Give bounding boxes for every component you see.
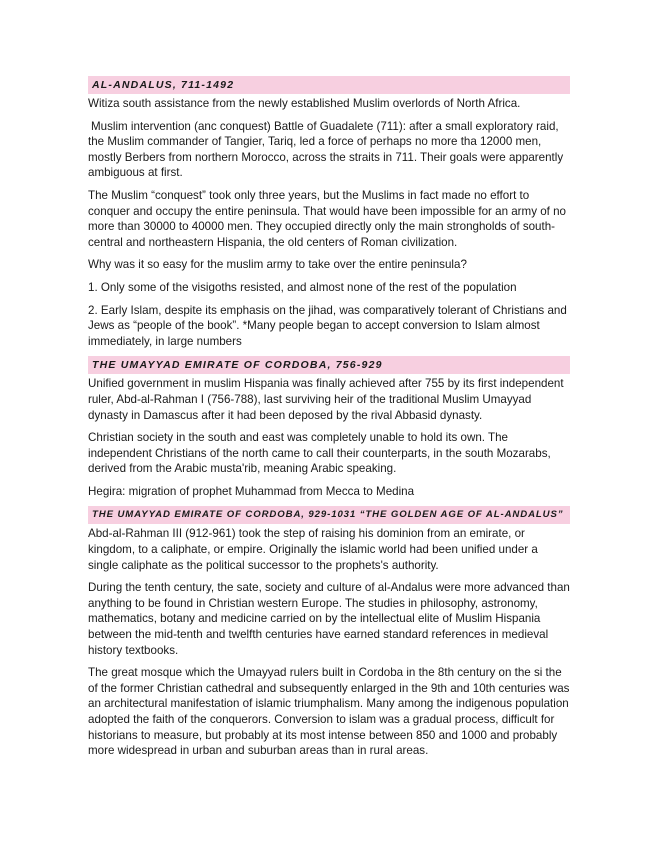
paragraph: The great mosque which the Umayyad rulers built in Cordoba in the 8th century on the si the of the former Christian cathedral and subsequently enlarged in the 9th and 10th centuries was an architectural manifestation of islamic triumphalism. Many among the indigenous population adopted the faith of the conquerors. Conversion to islam was a gradual process, difficult for historians to measure, but probably at its most intense between 850 and 1000 and probably more widespread in urban and suburban areas than in rural areas. [88,666,570,758]
document-page [88,76,570,766]
paragraph: Muslim intervention (anc conquest) Battle of Guadalete (711): after a small exploratory raid, the Muslim commander of Tangier, Tariq, led a force of perhaps no more tha 12000 men, mostly Berbers from northern Morocco, across the straits in 711. Their goals were apparently ambiguous at first. [88,119,564,180]
paragraph: Witiza south assistance from the newly established Muslim overlords of North Africa. [88,97,521,110]
section-heading: THE UMAYYAD EMIRATE OF CORDOBA, 756-929 [88,356,570,374]
paragraph: 2. Early Islam, despite its emphasis on the jihad, was comparatively tolerant of Christians and Jews as “people of the book”. *Many people began to accept conversion to Islam almost immediately, in large numbers [88,303,567,348]
paragraph: The Muslim “conquest” took only three years, but the Muslims in fact made no effort to conquer and occupy the entire peninsula. That would have been impossible for an army of no more than 30000 to 40000 men. They occupied directly only the main strongholds of south-central and northeastern Hispania, the old centers of Roman civilization. [88,188,567,249]
paragraph: Abd-al-Rahman III (912-961) took the step of raising his dominion from an emirate, or kingdom, to a caliphate, or empire. Originally the islamic world had been unified under a single caliphate as the political successor to the prophets's authority. [88,527,538,572]
paragraph: Why was it so easy for the muslim army to take over the entire peninsula? [88,258,467,272]
section-heading: AL-ANDALUS, 711-1492 [88,76,570,94]
paragraph: Unified government in muslim Hispania was finally achieved after 755 by its first independent ruler, Abd-al-Rahman I (756-788), last surviving heir of the traditional Muslim Umayyad dynasty in Damascus after it had been deposed by the rival Abbasid dynasty. [88,377,564,422]
section-heading: THE UMAYYAD EMIRATE OF CORDOBA, 929-1031 “THE GOLDEN AGE OF AL-ANDALUS” [88,506,570,524]
paragraph: During the tenth century, the sate, society and culture of al-Andalus were more advanced than anything to be found in Christian western Europe. The studies in philosophy, astronomy, mathematics, botany and medicine carried on by the intellectual elite of Muslim Hispania between the mid-tenth and twelfth centuries have earned standard references in medieval history textbooks. [88,581,570,657]
paragraph: Hegira: migration of prophet Muhammad from Mecca to Medina [88,484,415,498]
paragraph: 1. Only some of the visigoths resisted, and almost none of the rest of the population [88,280,517,294]
paragraph: Christian society in the south and east was completely unable to hold its own. The independent Christians of the north came to call their counterparts, in the south Mozarabs, derived from the Arabic musta'rib, meaning Arabic speaking. [88,431,551,476]
